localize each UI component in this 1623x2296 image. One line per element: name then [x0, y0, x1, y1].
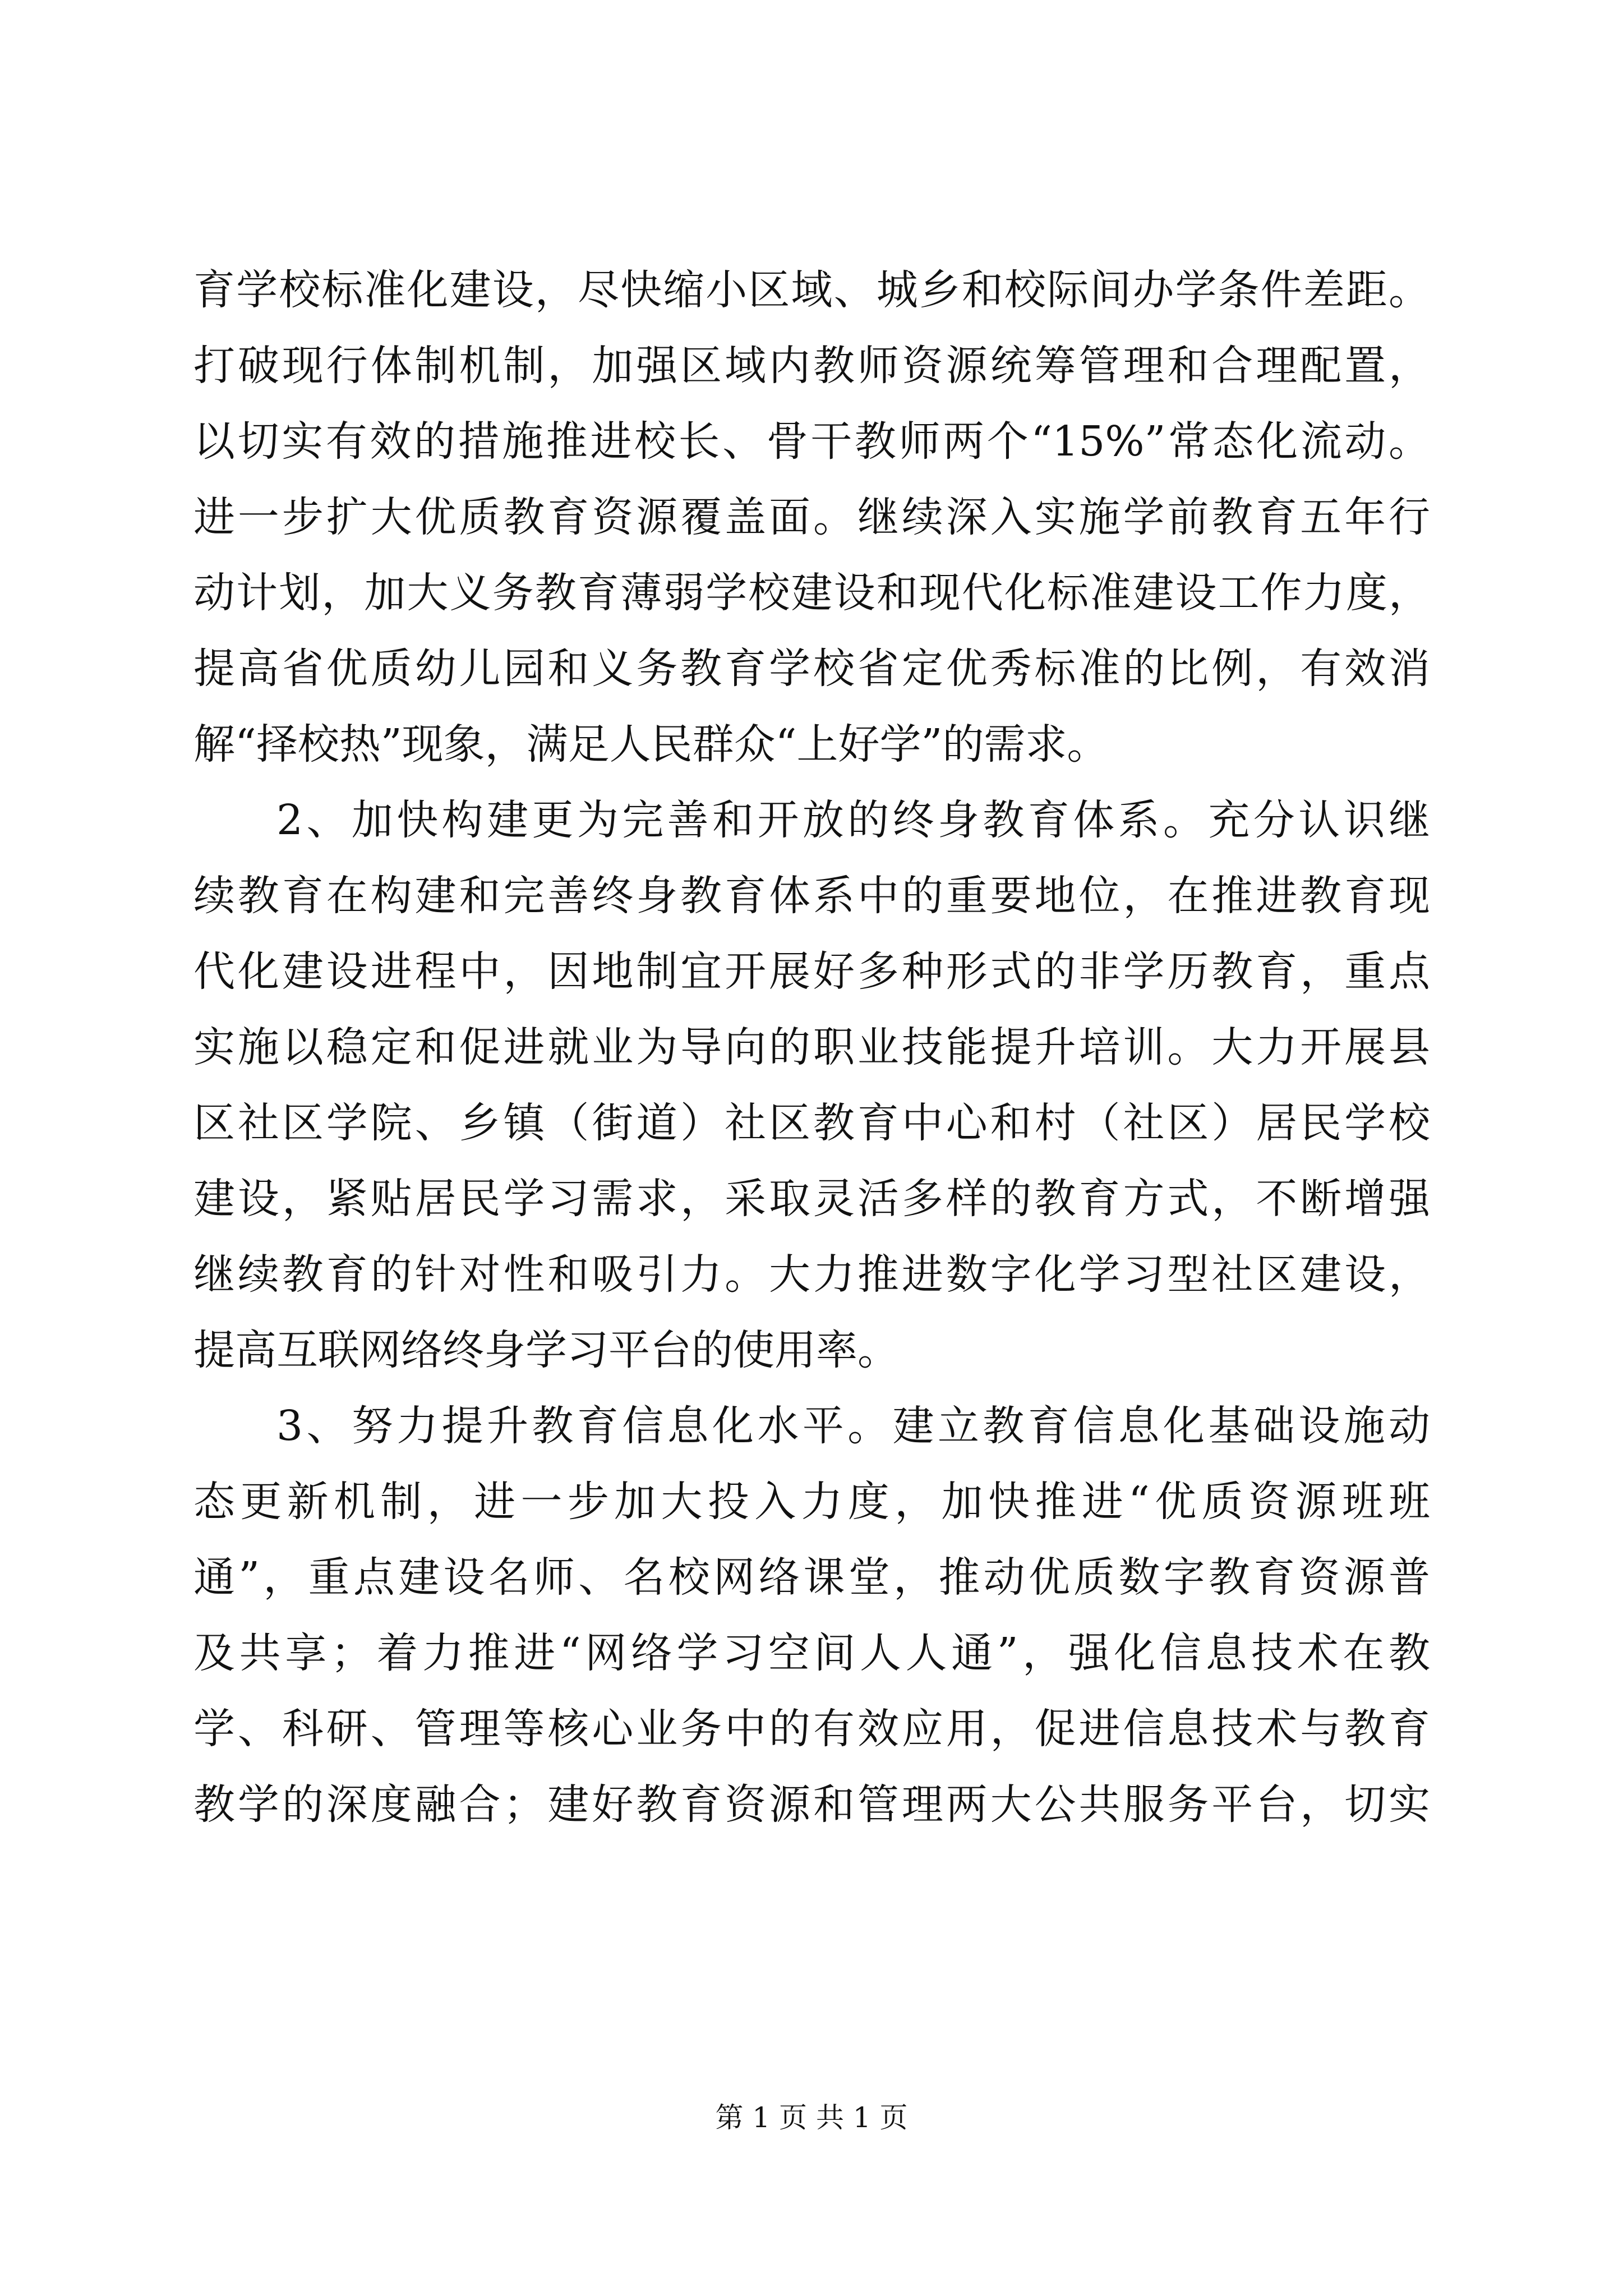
text-line: 通”，重点建设名师、名校网络课堂，推动优质数字教育资源普 — [193, 1553, 1430, 1602]
document-body — [193, 252, 1430, 1843]
text-line: 态更新机制，进一步加大投入力度，加快推进“优质资源班班 — [193, 1478, 1430, 1526]
text-line: 及共享；着力推进“网络学习空间人人通”，强化信息技术在教 — [193, 1629, 1430, 1677]
text-line: 以切实有效的措施推进校长、骨干教师两个“15%”常态化流动。 — [193, 417, 1430, 466]
text-line: 提高省优质幼儿园和义务教育学校省定优秀标准的比例，有效消 — [193, 645, 1430, 693]
text-line: 提高互联网络终身学习平台的使用率。 — [193, 1326, 899, 1374]
text-line: 教学的深度融合；建好教育资源和管理两大公共服务平台，切实 — [193, 1780, 1430, 1829]
text-line: 继续教育的针对性和吸引力。大力推进数字化学习型社区建设， — [193, 1250, 1430, 1299]
paragraph-heading-line: 2、加快构建更为完善和开放的终身教育体系。充分认识继 — [276, 796, 1430, 844]
text-line: 代化建设进程中，因地制宜开展好多种形式的非学历教育，重点 — [193, 947, 1430, 996]
text-line: 区社区学院、乡镇（街道）社区教育中心和村（社区）居民学校 — [193, 1099, 1430, 1147]
text-line: 学、科研、管理等核心业务中的有效应用，促进信息技术与教育 — [193, 1705, 1430, 1753]
text-line: 育学校标准化建设，尽快缩小区域、城乡和校际间办学条件差距。 — [193, 266, 1430, 314]
text-line: 打破现行体制机制，加强区域内教师资源统筹管理和合理配置， — [193, 342, 1430, 390]
text-line: 建设，紧贴居民学习需求，采取灵活多样的教育方式，不断增强 — [193, 1175, 1430, 1223]
text-line: 解“择校热”现象，满足人民群众“上好学”的需求。 — [193, 720, 1109, 769]
paragraph-heading-line: 3、努力提升教育信息化水平。建立教育信息化基础设施动 — [276, 1402, 1430, 1450]
text-line: 动计划，加大义务教育薄弱学校建设和现代化标准建设工作力度， — [193, 569, 1430, 617]
text-line: 实施以稳定和促进就业为导向的职业技能提升培训。大力开展县 — [193, 1023, 1430, 1071]
page-number-label: 第 1 页 共 1 页 — [715, 2101, 908, 2134]
text-line: 进一步扩大优质教育资源覆盖面。继续深入实施学前教育五年行 — [193, 493, 1430, 541]
page-footer — [0, 2098, 1623, 2137]
text-line: 续教育在构建和完善终身教育体系中的重要地位，在推进教育现 — [193, 872, 1430, 920]
